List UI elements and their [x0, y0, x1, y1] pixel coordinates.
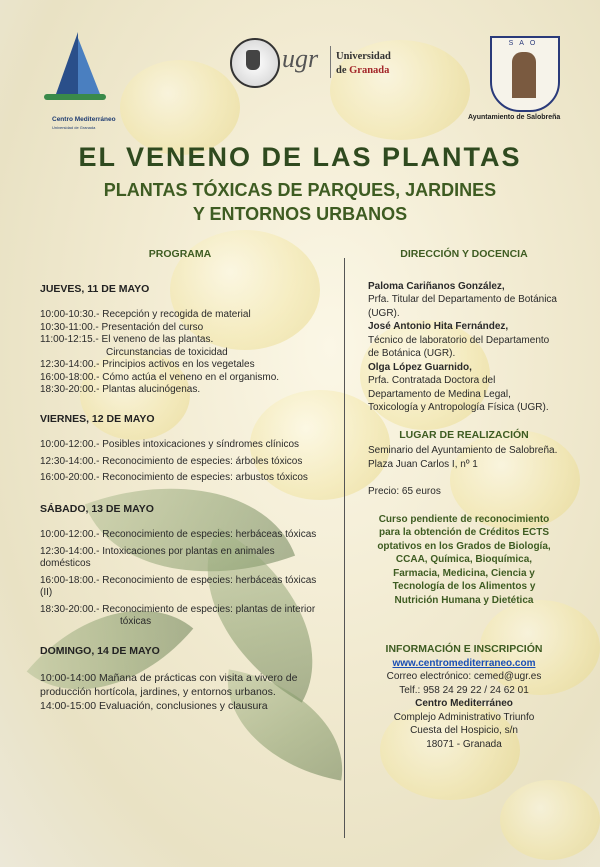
programa-heading: PROGRAMA [148, 248, 212, 260]
schedule-item: 10:00-12:00.- Posibles intoxicaciones y síndromes clínicos [40, 439, 300, 450]
day-heading: DOMINGO, 14 DE MAYO [40, 644, 160, 657]
centro-logo-sub: Universidad de Granada [52, 125, 96, 130]
schedule-item: 10:30-11:00.- Presentación del curso [40, 321, 204, 333]
email-text: Correo electrónico: cemed@ugr.es [386, 671, 542, 682]
schedule-item: 10:00-10:30.- Recepción y recogida de material [40, 309, 251, 320]
programa-section [40, 248, 320, 713]
lugar-text: Seminario del Ayuntamiento de Salobreña. Plaza Juan Carlos I, nº 1 [368, 445, 558, 470]
org-name: Centro Mediterráneo [415, 698, 513, 709]
lugar-heading: LUGAR DE REALIZACIÓN [399, 428, 529, 441]
ugr-seal-icon [230, 38, 280, 88]
address-line: Cuesta del Hospicio, s/n [410, 725, 518, 736]
address-line: Complejo Administrativo Triunfo [393, 711, 535, 723]
price: Precio: 65 euros [368, 486, 441, 497]
ects-notice: Curso pendiente de reconocimiento para la obtención de Créditos ECTS optativos en los Grados de Biología, CCAA, Química, Bioquímica, Farmacia, Medicina, Ciencia y Tecnología de los Alimentos y Nutrición Humana y Dietética [377, 513, 551, 606]
centro-logo-name: Centro Mediterráneo [52, 116, 116, 123]
day-heading: JUEVES, 11 DE MAYO [40, 282, 150, 295]
schedule-item: Circunstancias de toxicidad [106, 346, 228, 358]
schedule-item: 16:00-20:00.- Reconocimiento de especies: arbustos tóxicos [40, 472, 308, 483]
page-subtitle: PLANTAS TÓXICAS DE PARQUES, JARDINES Y ENTORNOS URBANOS [103, 180, 497, 224]
direccion-heading: DIRECCIÓN Y DOCENCIA [400, 248, 528, 260]
schedule-item: 12:30-14:00.- Principios activos en los vegetales [40, 359, 255, 370]
schedule-item: 12:30-14:00.- Reconocimiento de especies: árboles tóxicos [40, 455, 303, 467]
salobrena-coat-of-arms-icon: SAO [490, 36, 560, 112]
schedule-item: 16:00-18:00.- Cómo actúa el veneno en el organismo. [40, 371, 280, 383]
teacher-name: José Antonio Hita Fernández, [368, 321, 509, 332]
teacher-name: Paloma Cariñanos González, [368, 280, 505, 292]
phone-text: Telf.: 958 24 29 22 / 24 62 01 [399, 684, 529, 696]
day-heading: SÁBADO, 13 DE MAYO [40, 502, 154, 515]
salobrena-caption: Ayuntamiento de Salobreña [468, 114, 561, 121]
page-title: EL VENENO DE LAS PLANTAS [78, 142, 522, 172]
column-divider [344, 258, 345, 838]
website-link[interactable]: www.centromediterraneo.com [392, 657, 536, 669]
schedule-item: 10:00-14:00 Mañana de prácticas con visita a vivero de producción hortícola, jardines, y entornos urbanos. [40, 672, 298, 698]
centro-mediterraneo-logo [42, 32, 132, 130]
schedule-item: 16:00-18:00.- Reconocimiento de especies: herbáceas tóxicas (II) [40, 574, 317, 598]
teacher-description: Prfa. Contratada Doctora del Departamento de Medina Legal, Toxicología y Antropología Física (UGR). [368, 375, 549, 413]
ugr-wordmark: ugr [282, 44, 319, 73]
day-heading: VIERNES, 12 DE MAYO [40, 412, 155, 425]
schedule-item: 18:30-20:00.- Reconocimiento de especies: plantas de interior [40, 603, 316, 615]
schedule-item: 11:00-12:15.- El veneno de las plantas. [40, 334, 214, 345]
schedule-item: tóxicas [120, 616, 152, 627]
schedule-item: 10:00-12:00.- Reconocimiento de especies: herbáceas tóxicas [40, 529, 317, 540]
info-column [368, 248, 560, 751]
teacher-description: Técnico de laboratorio del Departamento de Botánica (UGR). [368, 334, 550, 359]
address-line: 18071 - Granada [426, 738, 502, 750]
schedule-item: 18:30-20:00.- Plantas alucinógenas. [40, 384, 201, 395]
ugr-logo [230, 38, 400, 90]
schedule-item: 12:30-14:00.- Intoxicaciones por plantas en animales domésticos [40, 545, 275, 569]
info-heading: INFORMACIÓN E INSCRIPCIÓN [385, 643, 543, 655]
schedule-item: 14:00-15:00 Evaluación, conclusiones y clausura [40, 700, 268, 712]
ugr-university-name: Universidad de Granada [336, 51, 391, 76]
teacher-description: Prfa. Titular del Departamento de Botánica (UGR). [368, 294, 557, 319]
teacher-name: Olga López Guarnido, [368, 361, 472, 373]
